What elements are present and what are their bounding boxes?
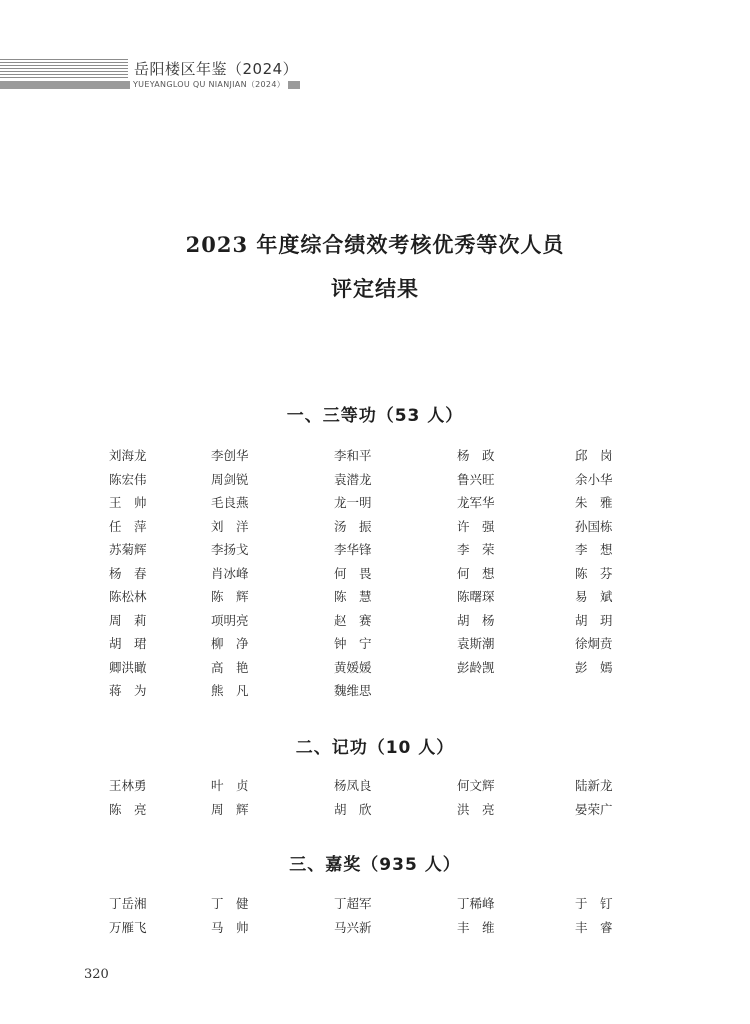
name-cell: 陆新龙 bbox=[575, 778, 613, 793]
name-row bbox=[109, 778, 619, 802]
name-cell: 刘海龙 bbox=[109, 448, 147, 463]
name-row bbox=[109, 566, 619, 590]
name-cell: 丁超军 bbox=[334, 896, 372, 911]
name-cell: 孙国栋 bbox=[575, 518, 613, 534]
name-cell: 陈 亮 bbox=[109, 801, 147, 817]
name-cell: 李扬戈 bbox=[211, 542, 249, 557]
name-row bbox=[109, 472, 619, 496]
yearbook-header-title: 岳阳楼区年鉴（2024） bbox=[134, 60, 299, 78]
name-cell: 高 艳 bbox=[211, 659, 249, 675]
name-cell: 杨 政 bbox=[457, 448, 495, 463]
name-cell: 徐炯贲 bbox=[575, 636, 613, 651]
commendation-list bbox=[109, 896, 619, 943]
name-cell: 王 帅 bbox=[109, 495, 147, 510]
name-row bbox=[109, 613, 619, 637]
name-cell: 易 斌 bbox=[575, 589, 613, 604]
name-cell: 胡 欣 bbox=[334, 801, 372, 817]
name-cell: 丰 维 bbox=[457, 919, 495, 935]
name-cell: 袁潜龙 bbox=[334, 471, 372, 487]
merit-list bbox=[109, 778, 619, 825]
name-row bbox=[109, 542, 619, 566]
name-row bbox=[109, 660, 619, 684]
name-cell: 彭龄觊 bbox=[457, 659, 495, 675]
name-row bbox=[109, 896, 619, 920]
name-row bbox=[109, 683, 619, 707]
header-decoration-lines bbox=[0, 59, 128, 79]
name-cell: 袁斯潮 bbox=[457, 636, 495, 651]
name-cell: 洪 亮 bbox=[457, 801, 495, 817]
name-cell: 龙一明 bbox=[334, 495, 372, 510]
name-row bbox=[109, 920, 619, 944]
name-cell: 周 辉 bbox=[211, 801, 249, 817]
name-cell: 丰 睿 bbox=[575, 919, 613, 935]
name-cell: 陈 芬 bbox=[575, 565, 613, 581]
name-cell: 陈 慧 bbox=[334, 589, 372, 604]
page-number: 320 bbox=[84, 967, 109, 982]
name-cell: 马兴新 bbox=[334, 919, 372, 935]
name-cell: 胡 珺 bbox=[109, 636, 147, 651]
name-cell: 苏菊辉 bbox=[109, 542, 147, 557]
name-cell: 何 畏 bbox=[334, 565, 372, 581]
name-cell: 胡 玥 bbox=[575, 612, 613, 628]
name-row bbox=[109, 448, 619, 472]
name-cell: 龙军华 bbox=[457, 495, 495, 510]
name-cell: 魏维思 bbox=[334, 683, 372, 698]
name-cell: 蒋 为 bbox=[109, 683, 147, 698]
document-title-line2: 评定结果 bbox=[331, 276, 419, 301]
name-cell: 朱 雅 bbox=[575, 495, 613, 510]
name-cell: 陈松林 bbox=[109, 589, 147, 604]
name-cell: 李创华 bbox=[211, 448, 249, 463]
section-heading-third-class-merit: 一、三等功（53 人） bbox=[286, 406, 464, 426]
name-cell: 刘 洋 bbox=[211, 518, 249, 534]
name-cell: 王林勇 bbox=[109, 778, 147, 793]
name-cell: 丁稀峰 bbox=[457, 896, 495, 911]
name-row bbox=[109, 495, 619, 519]
name-cell: 黄媛媛 bbox=[334, 659, 372, 675]
name-cell: 任 萍 bbox=[109, 518, 147, 534]
name-cell: 丁 健 bbox=[211, 896, 249, 911]
name-cell: 肖冰峰 bbox=[211, 565, 249, 581]
document-title: 2023 年度综合绩效考核优秀等次人员 bbox=[185, 232, 565, 257]
name-cell: 胡 杨 bbox=[457, 612, 495, 628]
name-cell: 毛良燕 bbox=[211, 495, 249, 510]
name-cell: 丁岳湘 bbox=[109, 896, 147, 911]
name-row bbox=[109, 519, 619, 543]
name-cell: 彭 嫣 bbox=[575, 659, 613, 675]
name-cell: 余小华 bbox=[575, 471, 613, 487]
name-cell: 万雁飞 bbox=[109, 919, 147, 935]
name-cell: 杨凤良 bbox=[334, 778, 372, 793]
name-cell: 钟 宁 bbox=[334, 636, 372, 651]
name-cell: 陈曙琛 bbox=[457, 589, 495, 604]
name-cell: 陈宏伟 bbox=[109, 471, 147, 487]
name-cell: 陈 辉 bbox=[211, 589, 249, 604]
yearbook-header-subtitle: YUEYANGLOU QU NIANJIAN（2024） bbox=[130, 80, 288, 90]
name-cell: 晏荣广 bbox=[575, 801, 613, 817]
name-row bbox=[109, 802, 619, 826]
name-cell: 邱 岗 bbox=[575, 448, 613, 463]
third-class-merit-list bbox=[109, 448, 619, 707]
name-cell: 李 荣 bbox=[457, 542, 495, 557]
name-cell: 于 钉 bbox=[575, 896, 613, 911]
name-cell: 鲁兴旺 bbox=[457, 471, 495, 487]
section-heading-merit: 二、记功（10 人） bbox=[295, 738, 455, 758]
name-cell: 李华锋 bbox=[334, 542, 372, 557]
name-cell: 李和平 bbox=[334, 448, 372, 463]
name-cell: 项明亮 bbox=[211, 612, 249, 628]
name-cell: 李 想 bbox=[575, 542, 613, 557]
name-cell: 何文辉 bbox=[457, 778, 495, 793]
name-cell: 何 想 bbox=[457, 565, 495, 581]
name-cell: 熊 凡 bbox=[211, 683, 249, 698]
name-cell: 柳 净 bbox=[211, 636, 249, 651]
name-cell: 赵 赛 bbox=[334, 612, 372, 628]
name-cell: 周剑锐 bbox=[211, 471, 249, 487]
name-cell: 许 强 bbox=[457, 518, 495, 534]
name-cell: 叶 贞 bbox=[211, 778, 249, 793]
name-cell: 马 帅 bbox=[211, 919, 249, 935]
section-heading-commendation: 三、嘉奖（935 人） bbox=[289, 855, 461, 875]
name-cell: 杨 春 bbox=[109, 565, 147, 581]
name-cell: 汤 振 bbox=[334, 518, 372, 534]
name-row bbox=[109, 636, 619, 660]
name-row bbox=[109, 589, 619, 613]
name-cell: 周 莉 bbox=[109, 612, 147, 628]
name-cell: 卿洪瞰 bbox=[109, 659, 147, 675]
